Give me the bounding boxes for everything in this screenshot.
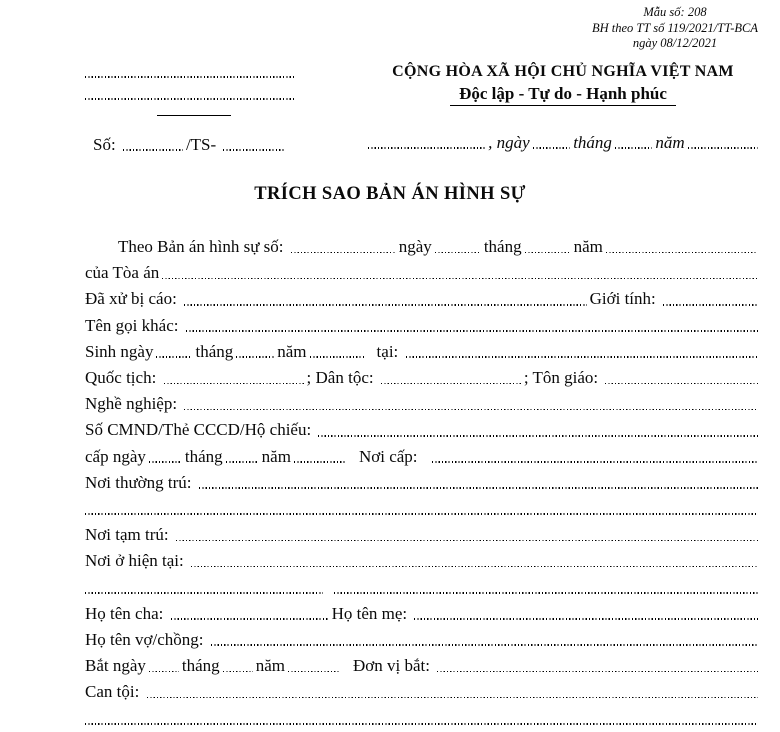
date-month-label: tháng [573,133,612,152]
form-issuance: BH theo TT số 119/2021/TT-BCA [592,20,758,35]
gender-blank[interactable] [663,304,758,306]
birth-year-blank[interactable] [310,356,364,358]
doc-number-label: Số: [93,135,120,154]
spouse-blank[interactable] [211,644,758,646]
birth-line [85,339,758,365]
arrest-month-label: tháng [181,656,220,675]
issue-place-blank[interactable] [432,461,758,463]
parents-line [85,601,758,627]
court-line [85,260,758,286]
birth-month-label: tháng [195,341,234,361]
birth-place-label: tại: [376,341,403,361]
judgment-year-blank[interactable] [606,252,758,254]
permanent-residence-blank-2[interactable] [85,513,758,515]
gender-label: Giới tính: [589,289,660,309]
father-blank[interactable] [171,618,329,620]
arrest-unit-label: Đơn vị bắt: [352,656,435,675]
permanent-residence-blank[interactable] [199,487,758,489]
current-residence-blank-3[interactable] [334,592,758,594]
alias-label: Tên gọi khác: [85,315,183,335]
offense-blank[interactable] [147,697,758,699]
issuing-agency-block [85,70,297,180]
arrest-day-label: Bắt ngày [85,656,146,675]
religion-blank[interactable] [605,383,758,385]
mother-blank[interactable] [414,618,758,620]
date-year-label: năm [655,133,685,152]
page-title: TRÍCH SAO BẢN ÁN HÌNH SỰ [254,184,526,204]
doc-number-suffix-blank[interactable] [223,149,285,151]
spouse-line [85,627,758,653]
judgment-day-label: ngày [398,237,432,256]
agency-divider [157,115,231,116]
defendant-label: Đã xử bị cáo: [85,289,182,309]
national-header-block [368,62,758,156]
id-number-line [85,417,758,443]
temporary-residence-blank[interactable] [176,540,758,542]
id-issue-line [85,444,758,470]
occupation-line [85,391,758,417]
date-year-blank[interactable] [688,147,758,149]
temporary-residence-label: Nơi tạm trú: [85,525,173,545]
defendant-line [85,286,758,312]
issue-month-label: tháng [184,446,223,466]
judgment-number-blank[interactable] [291,252,396,254]
permanent-residence-continuation [85,496,758,522]
date-day-label: , ngày [488,133,530,152]
doc-number-line [93,132,297,158]
birth-month-blank[interactable] [236,356,274,358]
judgment-month-label: tháng [483,237,522,256]
national-title: CỘNG HÒA XÃ HỘI CHỦ NGHĨA VIỆT NAM [392,63,734,80]
court-blank[interactable] [162,278,758,280]
current-residence-line [85,548,758,574]
place-blank[interactable] [368,147,485,149]
court-label: của Tòa án [85,263,160,283]
nationality-blank[interactable] [164,383,304,385]
place-date-line [368,130,758,156]
defendant-name-blank[interactable] [184,304,587,306]
arrest-day-blank[interactable] [149,671,179,673]
doc-number-suffix: /TS- [185,135,221,154]
offense-continuation [85,705,758,731]
birth-day-blank[interactable] [156,356,192,358]
father-label: Họ tên cha: [85,603,168,623]
judgment-line [85,234,758,260]
form-body [85,234,758,732]
issue-day-blank[interactable] [149,461,182,463]
spouse-label: Họ tên vợ/chồng: [85,629,208,649]
judgment-day-blank[interactable] [435,252,481,254]
religion-label: ; Tôn giáo: [523,367,603,387]
arrest-year-blank[interactable] [288,671,340,673]
arrest-unit-blank[interactable] [437,671,758,673]
id-number-label: Số CMND/Thẻ CCCD/Hộ chiếu: [85,420,316,440]
issue-year-blank[interactable] [294,461,346,463]
arrest-line [85,653,758,679]
birth-place-blank[interactable] [406,356,758,358]
occupation-blank[interactable] [184,409,758,411]
nationality-label: Quốc tịch: [85,367,161,387]
identity-line [85,365,758,391]
issue-place-label: Nơi cấp: [358,446,422,466]
agency-name-blank-2[interactable] [85,98,295,100]
agency-name-blank[interactable] [85,76,295,78]
permanent-residence-line [85,470,758,496]
birth-year-label: năm [277,341,307,361]
judgment-label: Theo Bản án hình sự số: [118,237,288,256]
current-residence-blank[interactable] [191,566,758,568]
temporary-residence-line [85,522,758,548]
ethnicity-label: ; Dân tộc: [306,367,378,387]
issue-month-blank[interactable] [226,461,259,463]
arrest-year-label: năm [255,656,285,675]
current-residence-continuation [85,574,758,600]
occupation-label: Nghề nghiệp: [85,394,182,414]
alias-line [85,313,758,339]
permanent-residence-label: Nơi thường trú: [85,472,196,492]
form-meta-block [592,5,758,52]
current-residence-blank-2[interactable] [85,592,323,594]
form-number: Mẫu số: 208 [643,5,707,19]
judgment-year-label: năm [573,237,603,256]
offense-label: Can tội: [85,682,144,702]
date-day-blank[interactable] [533,147,570,149]
issue-day-label: cấp ngày [85,446,146,466]
id-number-blank[interactable] [318,435,758,437]
mother-label: Họ tên mẹ: [331,603,412,623]
judgment-month-blank[interactable] [525,252,571,254]
ethnicity-blank[interactable] [381,383,521,385]
offense-line [85,679,758,705]
doc-number-blank[interactable] [123,149,183,151]
form-issuance-date: ngày 08/12/2021 [632,36,718,50]
current-residence-label: Nơi ở hiện tại: [85,551,188,571]
alias-blank[interactable] [186,330,758,332]
national-motto: Độc lập - Tự do - Hạnh phúc [450,85,676,106]
arrest-month-blank[interactable] [223,671,253,673]
issue-year-label: năm [261,446,291,466]
birth-day-label: Sinh ngày [85,341,154,361]
offense-blank-2[interactable] [85,723,758,725]
date-month-blank[interactable] [615,147,652,149]
